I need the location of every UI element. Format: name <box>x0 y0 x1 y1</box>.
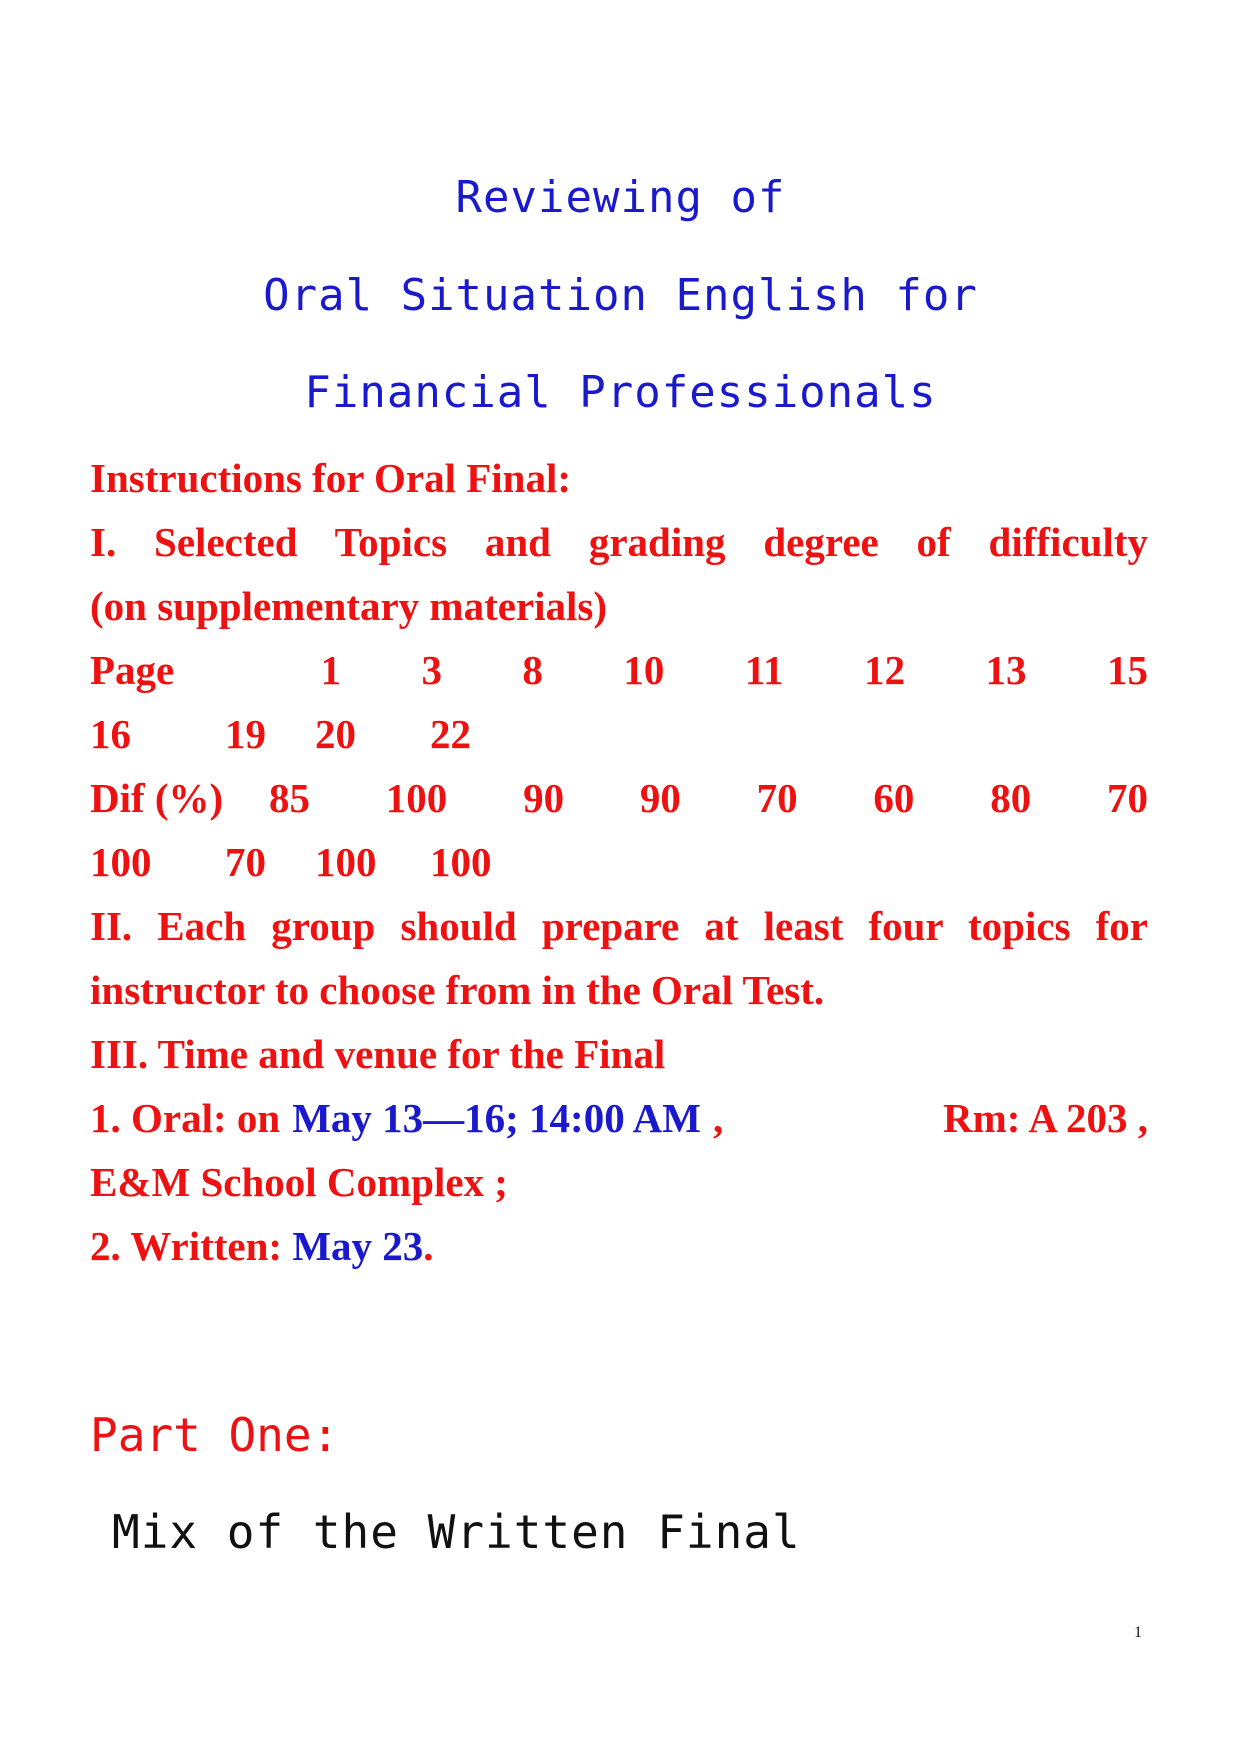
page-value: 12 <box>864 647 906 693</box>
page-value: 13 <box>985 647 1027 693</box>
oral-separator: , <box>713 1095 724 1141</box>
section-3-heading: III. Time and venue for the Final <box>90 1031 666 1077</box>
title-line-3: Financial Professionals <box>304 367 937 418</box>
difficulty-value: 100 <box>315 839 377 885</box>
oral-left <box>90 1086 723 1150</box>
section-2-line-1: II. Each group should prepare at least four topics for <box>90 903 1148 949</box>
title-line-1: Reviewing of <box>455 172 786 223</box>
oral-line <box>90 1086 1148 1150</box>
page-value: 8 <box>522 647 543 693</box>
difficulty-value: 90 <box>639 775 681 821</box>
difficulty-value: 60 <box>873 775 915 821</box>
title-line-2: Oral Situation English for <box>263 270 978 321</box>
page-value: 1 <box>320 647 341 693</box>
difficulty-value: 100 <box>430 839 492 885</box>
mix-heading: Mix of the Written Final <box>112 1505 801 1559</box>
difficulty-value: 100 <box>90 839 152 885</box>
page-number: 1 <box>1134 1624 1142 1641</box>
oral-prefix: 1. Oral: on <box>90 1095 281 1141</box>
difficulty-value: 100 <box>385 775 448 821</box>
difficulty-row-1 <box>90 766 1148 830</box>
page-value: 20 <box>315 711 356 757</box>
page-value: 22 <box>430 711 471 757</box>
difficulty-value: 70 <box>225 839 266 885</box>
written-line <box>90 1214 1148 1278</box>
written-date: May 23 <box>292 1223 424 1269</box>
page-value: 10 <box>623 647 665 693</box>
section-1-line-1: I. Selected Topics and grading degree of difficulty <box>90 519 1148 565</box>
oral-room: Rm: A 203 , <box>943 1095 1148 1141</box>
difficulty-label: Dif (%) <box>90 775 224 821</box>
difficulty-value: 80 <box>990 775 1032 821</box>
page-value: 16 <box>90 711 131 757</box>
difficulty-value: 85 <box>269 775 310 821</box>
instructions-heading: Instructions for Oral Final: <box>90 455 571 501</box>
page-value: 11 <box>744 647 784 693</box>
difficulty-value: 70 <box>756 775 798 821</box>
page-value: 19 <box>225 711 266 757</box>
section-2-line-2: instructor to choose from in the Oral Test. <box>90 967 825 1013</box>
written-end: . <box>423 1223 434 1269</box>
part-one-heading: Part One: <box>90 1408 340 1462</box>
page-label: Page <box>90 647 175 693</box>
page-value: 15 <box>1107 647 1148 693</box>
difficulty-value: 90 <box>523 775 565 821</box>
oral-time: May 13—16; 14:00 AM <box>292 1095 701 1141</box>
pages-row-1 <box>90 638 1148 702</box>
written-prefix: 2. Written: <box>90 1223 283 1269</box>
difficulty-value: 70 <box>1106 775 1148 821</box>
page-value: 3 <box>421 647 442 693</box>
section-1-line-2: (on supplementary materials) <box>90 583 608 629</box>
oral-place: E&M School Complex ; <box>90 1159 508 1205</box>
